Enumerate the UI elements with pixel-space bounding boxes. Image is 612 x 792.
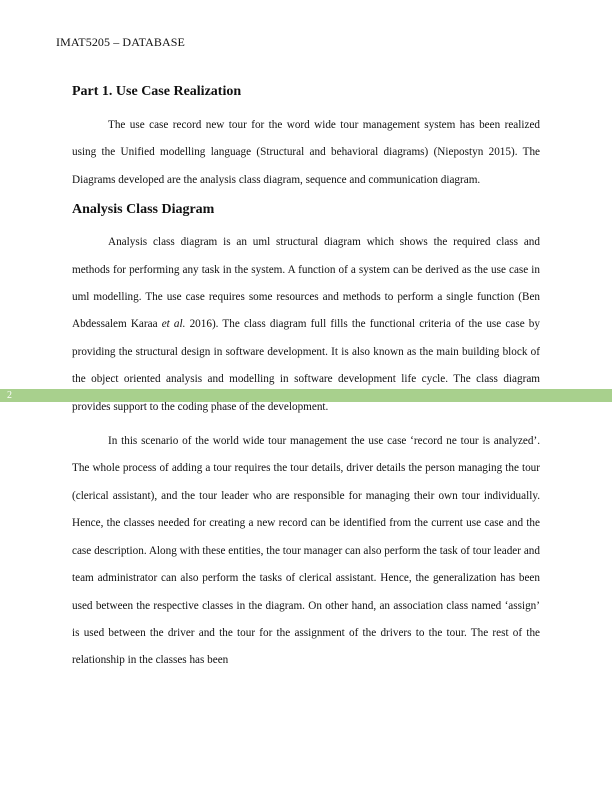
paragraph-italic-text: et al. xyxy=(161,318,186,331)
paragraph-text: Analysis class diagram is an uml structural diagram which shows the required class and methods for performing any task in the system. A function of a system can be derived as the use case in uml modelling. The use case requires some resources and methods to perform a single function (Ben Abdessalem Karaa xyxy=(72,236,540,331)
running-header: IMAT5205 – DATABASE xyxy=(56,35,185,49)
page-number: 2 xyxy=(7,390,12,401)
section-heading-use-case-realization: Part 1. Use Case Realization xyxy=(72,84,242,99)
paragraph-analysis-class-diagram-intro xyxy=(72,229,540,421)
document-body xyxy=(72,83,540,675)
paragraph-text: 2016). The class diagram full fills the functional criteria of the use case by providing the structural design in software development. It is also known as the main building block of the object oriented analysis and modelling in software development life cycle. The class diagram provides support to the coding phase of the development. xyxy=(72,318,540,413)
section-heading-analysis-class-diagram: Analysis Class Diagram xyxy=(72,202,215,218)
paragraph-use-case-realization: The use case record new tour for the word wide tour management system has been realized using the Unified modelling language (Structural and behavioral diagrams) (Niepostyn 2015). The Diagrams developed are the analysis class diagram, sequence and communication diagram. xyxy=(72,119,540,186)
paragraph-tour-management-scenario: In this scenario of the world wide tour management the use case ‘record ne tour is analyzed’. The whole process of adding a tour requires the tour details, driver details the person managing the tour (clerical assistant), and the tour leader who are responsible for managing their own tour individually. Hence, the classes needed for creating a new record can be identified from the current use case and the case description. Along with these entities, the tour manager can also perform the task of tour leader and team administrator can also perform the tasks of clerical assistant. Hence, the generalization has been used between the respective classes in the diagram. On other hand, an association class named ‘assign’ is used between the driver and the tour for the assignment of the drivers to the tour. The rest of the relationship in the classes has been xyxy=(72,435,540,667)
